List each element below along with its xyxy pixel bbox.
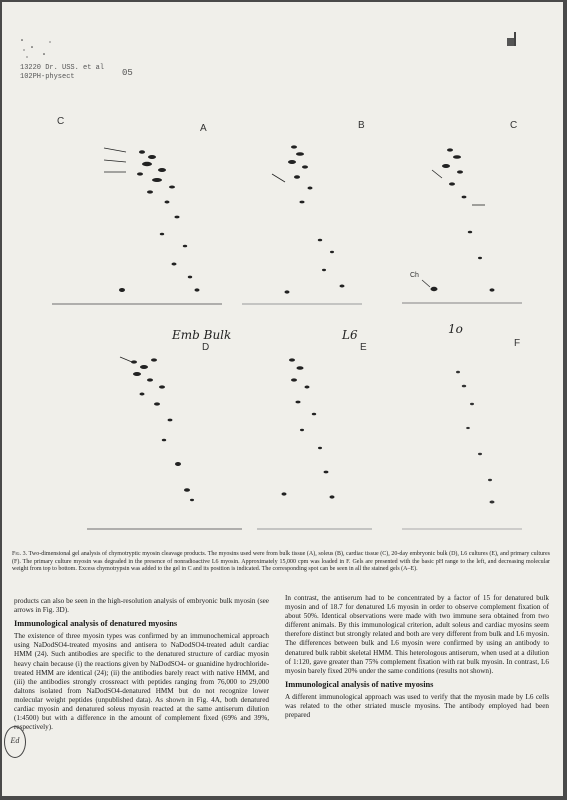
caption-text: Two-dimensional gel analysis of chymotryptic myosin cleavage products. The myosins used were from bulk tissue (A), soleus (B), cardiac tissue (C), 20-day embryonic bulk (D), L6 cultures (E), and primary cultures (F). The primary culture myosin was degraded in the presence of nonradioactive L6 myosin. Approximately 15,000 cpm was loaded in F. Gels are presented with the basic pH range to the left, and decreasing molecular weight from top to bottom. Excess chymotrypsin was added to the gel in C and its position is indicated. The corresponding spot can be seen in all the stained gels (A–E). [12, 551, 551, 573]
panel-label-b: B [358, 120, 365, 131]
left-paragraph-0: products can also be seen in the high-resolution analysis of embryonic bulk myosin (see arrows in Fig. 3D). [14, 597, 269, 615]
panel-label-a: A [200, 123, 207, 134]
handwritten-emb-bulk: Emb Bulk [172, 328, 232, 342]
figure-caption [12, 551, 550, 574]
right-paragraph-1: In contrast, the antiserum had to be concentrated by a factor of 15 for denatured bulk myosin and of 18.7 for denatured L6 myosin in order to observe complement fixation of about 50%. Identical observations were made with two immune sera obtained from two different animals. By this immunological criterion, adult soleus and cardiac myosins seem therefore distinct but strongly related and both are very different from bulk and L6 myosin. The differences between bulk and L6 myosin were confirmed by using an antibody to denatured bulk rabbit skeletal HMM. This heterologous antiserum, when used at a dilution of 1:120, gave greater than 75% complement fixation with rat bulk myosin. In contrast, L6 myosin barely fixed 20% under the same conditions (results not shown). [285, 594, 549, 675]
page-mark: 05 [122, 68, 133, 78]
heading-native: Immunological analysis of native myosins [285, 679, 434, 689]
left-column [14, 597, 269, 733]
journal-page [2, 2, 563, 796]
panel-label-c-left: C [57, 116, 65, 127]
gel-figure [2, 2, 563, 547]
panel-label-f: F [514, 338, 521, 349]
reference-line-2: 102PH-physect [20, 73, 75, 81]
panel-label-d: D [202, 342, 210, 353]
reference-line-1: 13220 Dr. USS. et al [20, 64, 105, 72]
chymotrypsin-label: Ch [410, 272, 419, 279]
heading-denatured: Immunological analysis of denatured myosins [14, 619, 178, 629]
right-paragraph-2: A different immunological approach was used to verify that the myosin made by L6 cells was related to the other striated muscle myosins. The antibody employed had been prepared [285, 692, 549, 720]
margin-annotation: Ed [4, 726, 26, 758]
left-paragraph-1: The existence of three myosin types was confirmed by an immunochemical approach using NaDodSO4-treated myosins and antisera to NaDodSO4-treated adult cardiac HMM (24). Such antibodies are specific to the denatured structure of cardiac myosin heavy chain because (i) the reactions given by NaDodSO4- or guanidine hydrochloride-treated HMM are identical (24); (ii) the antibodies barely react with native HMM, and (iii) the antibodies strongly crossreact with peptides ranging from 76,000 to 29,000 daltons isolated from NaDodSO4-denatured HMM but do not recognize lower molecular weight peptides (unpublished data). As shown in Fig. 4A, both denatured cardiac myosin and denatured soleus myosin reacted at the same antiserum dilution (1:4500) but with a difference in the amount of complement fixed (69% and 39%, respectively). [14, 632, 269, 732]
panel-label-e: E [360, 342, 367, 353]
handwritten-l6: L6 [342, 328, 358, 342]
panel-label-c: C [510, 120, 518, 131]
caption-label: Fig. 3. [12, 551, 28, 557]
handwritten-1o: 1o [448, 322, 463, 336]
right-column [285, 594, 549, 721]
